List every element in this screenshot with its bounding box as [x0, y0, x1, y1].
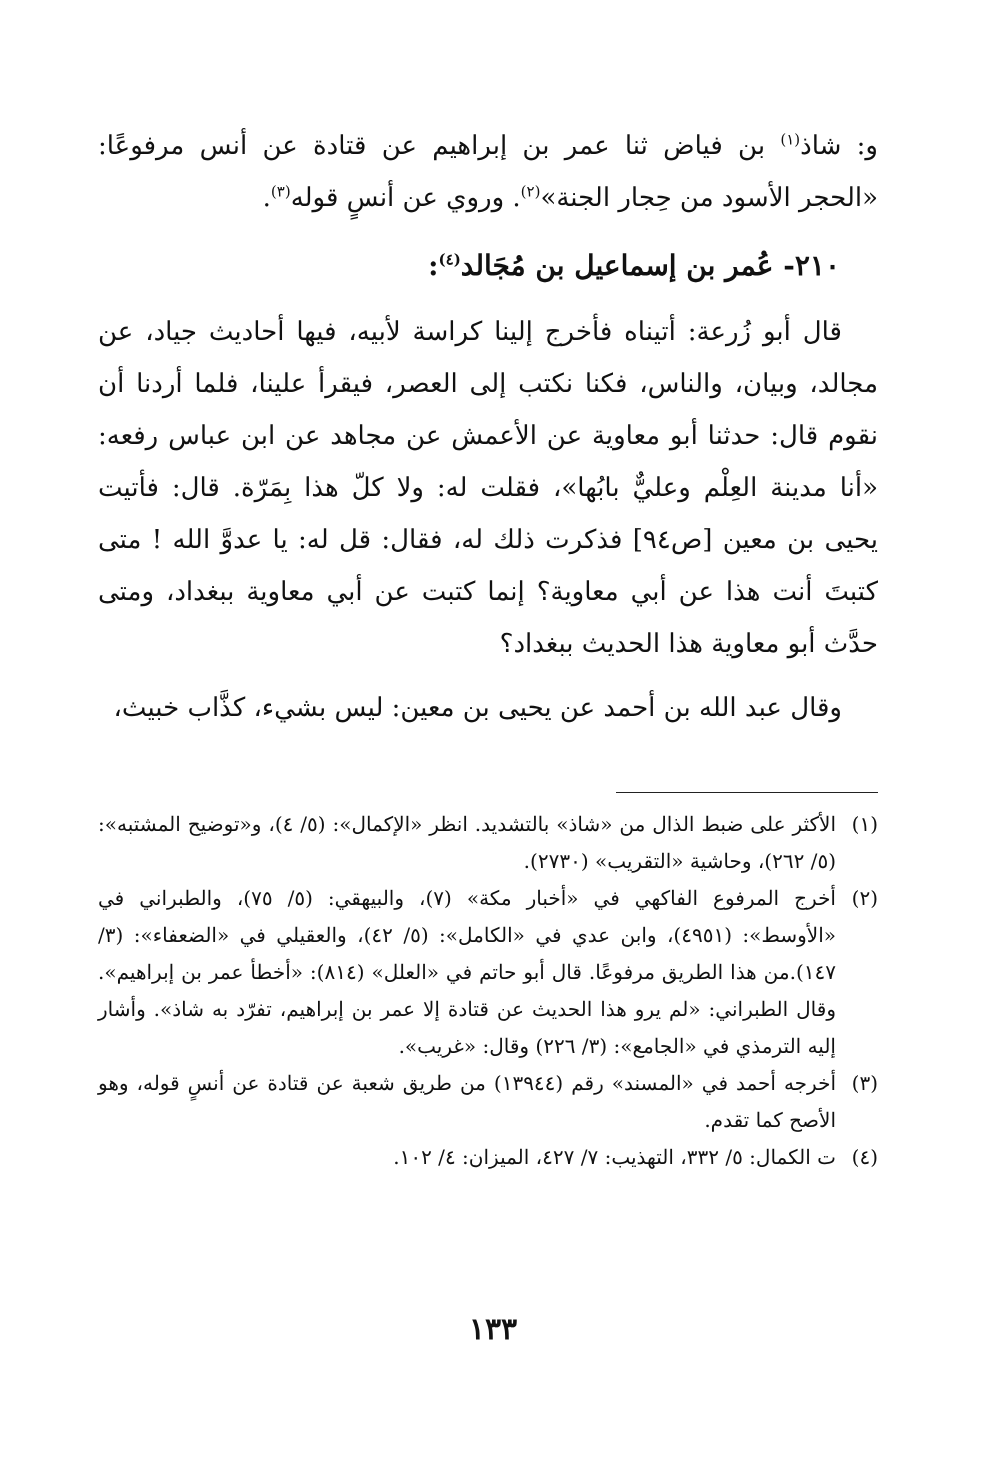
paragraph-abdullah-ibn-ahmad: وقال عبد الله بن أحمد عن يحيى بن معين: ليس بشيء، كذَّاب خبيث،	[113, 693, 842, 723]
footnote-divider	[616, 792, 878, 793]
footnote-text: الأكثر على ضبط الذال من «شاذ» بالتشديد. انظر «الإكمال»: (٥/ ٤)، و«توضيح المشتبه»: (٥/ ٢٦٢)، وحاشية «التقريب» (٢٧٣٠).	[98, 812, 837, 873]
entry-heading-suffix: :	[428, 249, 439, 282]
footnote-3	[98, 1065, 878, 1139]
page-number: ١٣٣	[468, 1312, 518, 1347]
footnote-number: (٤)	[851, 1145, 878, 1169]
footnote-2	[98, 880, 878, 1065]
paragraph-text: .	[262, 183, 271, 213]
paragraph-text: . وروي عن أنسٍ قوله	[290, 183, 521, 213]
footnote-number: (٢)	[851, 886, 878, 910]
footnote-ref-4[interactable]: (٤)	[438, 250, 461, 269]
footnote-text: أخرج المرفوع الفاكهي في «أخبار مكة» (٧)، والبيهقي: (٥/ ٧٥)، والطبراني في «الأوسط»: (٤٩٥١)، وابن عدي في «الكامل»: (٥/ ٤٢)، والعقيلي في «الضعفاء»: (٣/ ١٤٧).من هذا الطريق مرفوعًا. قال أبو حاتم في «العلل» (٨١٤): «أخطأ عمر بن إبراهيم». وقال الطبراني: «لم يرو هذا الحديث عن قتادة إلا عمر بن إبراهيم، تفرّد به شاذ». وأشار إليه الترمذي في «الجامع»: (٣/ ٢٢٦) وقال: «غريب».	[98, 886, 837, 1058]
paragraph-shadh-entry	[98, 120, 878, 224]
main-text	[98, 120, 878, 734]
footnote-number: (١)	[851, 812, 878, 836]
paragraph-abu-zura: قال أبو زُرعة: أتيناه فأخرج إلينا كراسة لأبيه، فيها أحاديث جياد، عن مجالد، وبيان، والناس، فكنا نكتب إلى العصر، فيقرأ علينا، فلما أردنا أن نقوم قال: حدثنا أبو معاوية عن الأعمش عن مجاهد عن ابن عباس رفعه: «أنا مدينة العِلْم وعليٌّ بابُها»، فقلت له: ولا كلّ هذا بِمَرّة. قال: فأتيت يحيى بن معين [ص٩٤] فذكرت ذلك له، فقال: قل له: يا عدوَّ الله ! متى كتبتَ أنت هذا عن أبي معاوية؟ إنما كتبت عن أبي معاوية ببغداد، ومتى حدَّث أبو معاوية هذا الحديث ببغداد؟	[98, 317, 879, 659]
paragraph-gap	[98, 670, 878, 682]
footnote-ref-2[interactable]: (٢)	[520, 182, 541, 201]
footnote-text: أخرجه أحمد في «المسند» رقم (١٣٩٤٤) من طريق شعبة عن قتادة عن أنسٍ قوله، وهو الأصح كما تقدم.	[98, 1071, 836, 1132]
footnote-number: (٣)	[851, 1071, 878, 1095]
footnote-text: ت الكمال: ٥/ ٣٣٢، التهذيب: ٧/ ٤٢٧، الميزان: ٤/ ١٠٢.	[393, 1145, 836, 1169]
entry-heading	[98, 234, 878, 298]
footnote-1	[98, 806, 878, 880]
paragraph-text: و: شاذ	[800, 131, 878, 161]
footnotes-section	[98, 806, 878, 1176]
footnote-4	[98, 1139, 878, 1176]
footnote-ref-3[interactable]: (٣)	[270, 182, 291, 201]
footnote-ref-1[interactable]: (١)	[780, 130, 801, 149]
paragraph-text: بن فياض ثنا عمر بن إبراهيم عن قتادة عن أنس مرفوعًا: «الحجر الأسود من حِجار الجنة»	[98, 131, 878, 213]
entry-heading-text: ٢١٠- عُمر بن إسماعيل بن مُجَالد	[460, 249, 840, 282]
